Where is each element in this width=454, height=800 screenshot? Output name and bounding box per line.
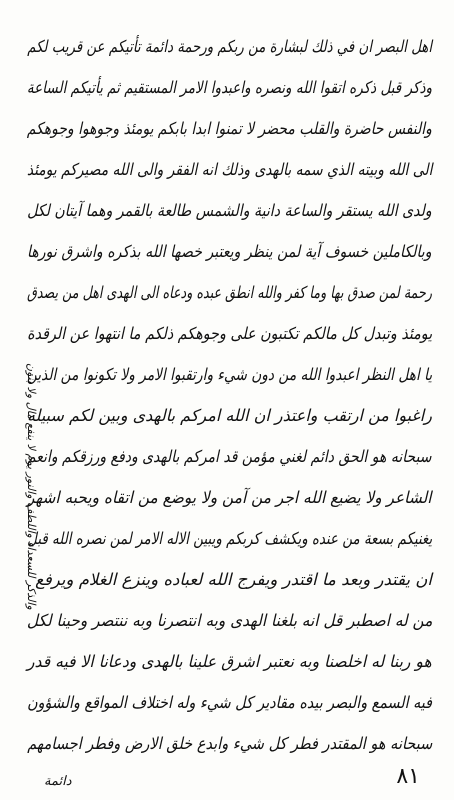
text-line-1: اهل البصر ان في ذلك لبشارة من ربكم ورحمة دائمة تأتيكم عن قريب لكم xyxy=(27,37,432,56)
text-line-6: وبالكاملين خسوف آية لمن ينظر ويعتبر خصها الله بذكره واشرق نورها xyxy=(27,242,432,261)
text-line-8: يومئذ وتبدل كل مالكم تكتبون على وجوهكم ذلكم ما انتهوا عن الرقدة xyxy=(26,324,432,343)
page-number: ٨١ xyxy=(396,764,420,789)
text-line-10: راغبوا من ارتقب واعتذر ان الله امركم بالهدى وبين لكم سبيله xyxy=(27,406,432,425)
catchword: دائمة xyxy=(44,774,72,789)
text-line-11: سبحانه هو الحق دائم لغني مؤمن قد امركم بالهدى ودفع ورزقكم وانعم xyxy=(27,447,432,466)
text-line-9: يا اهل النظر اعبدوا الله من دون شيء وارتقبوا الامر ولا تكونوا من الذين xyxy=(26,365,432,384)
text-line-12: الشاعر ولا يضيع الله اجر من آمن ولا يوضع من اتقاه ويحبه اشهر xyxy=(27,488,432,507)
text-line-16: هو ربنا له اخلصنا وبه نعتبر اشرق علينا بالهدى ودعانا الا فيه قدر xyxy=(27,652,432,671)
text-line-18: سبحانه هو المقتدر فطر كل شيء وابدع خلق الارض وفطر اجسامهم xyxy=(26,734,432,753)
text-line-17: فيه السمع والبصر بيده مقادير كل شيء وله اختلاف المواقع والشؤون xyxy=(27,693,432,712)
text-line-7: رحمة لمن صدق بها وما كفر والله انطق عبده ودعاه الى الهدى اهل من يصدق xyxy=(26,283,432,302)
text-line-15: من له اصطبر قل انه بلغنا الهدى وبه انتصرنا وبه ننتصر وحينا لكل xyxy=(26,611,432,630)
text-line-3: والنفس حاضرة والقلب محضر لا تمنوا ابدا بابكم يومئذ وجوهوا وجوهكم xyxy=(27,119,432,138)
text-line-2: وذكر قبل ذكره اتقوا الله ونصره واعبدوا الامر المستقيم ثم يأتيكم الساعة xyxy=(26,78,432,97)
margin-note: والذكر للسعداء واللطف والنور يوم لا ينفع مال ولا بنون xyxy=(25,363,38,610)
text-line-5: ولدى الله يستقر والساعة دانية والشمس طالعة بالقمر وهما آيتان لكل xyxy=(27,201,432,220)
text-line-13: يغنيكم بسعة من عنده ويكشف كربكم ويبين الاله الامر لمن نصره الله قبل xyxy=(26,529,432,548)
text-line-4: الى الله وبيته الذي سمه بالهدى وذلك انه الفقر والى الله مصيركم يومئذ xyxy=(26,160,432,179)
text-line-14: ان يقتدر وبعد ما اقتدر ويفرج الله لعباده وينزع الغلام ويرفع xyxy=(35,570,432,589)
